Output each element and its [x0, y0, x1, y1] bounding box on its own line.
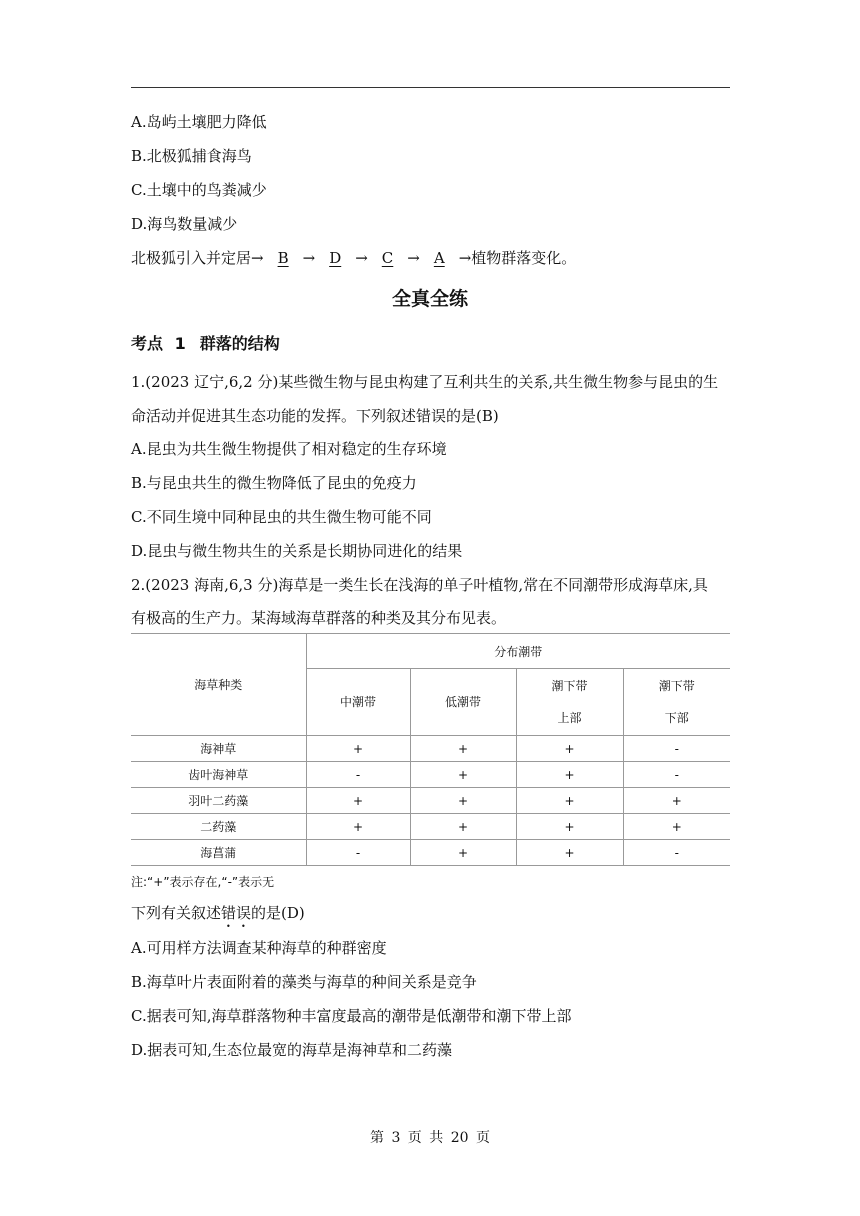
chain-prefix: 北极狐引入并定居→: [131, 249, 264, 267]
presence-cell: +: [306, 788, 410, 814]
q2-stem-before: 下列有关叙述: [131, 904, 222, 922]
presence-cell: +: [623, 814, 730, 840]
presence-cell: +: [516, 840, 623, 866]
zone-header: 潮下带 下部: [623, 669, 730, 736]
q2-stem-line2: 有极高的生产力。某海域海草群落的种类及其分布见表。: [131, 609, 507, 627]
zone-header: 潮下带 上部: [516, 669, 623, 736]
chain-blank-3: C: [381, 249, 394, 267]
presence-cell: -: [306, 840, 410, 866]
chain-blank-1: B: [277, 249, 289, 267]
presence-cell: -: [623, 840, 730, 866]
table-row: [131, 814, 730, 840]
presence-cell: +: [516, 788, 623, 814]
table-row: [131, 788, 730, 814]
species-header: 海草种类: [131, 634, 306, 736]
presence-cell: +: [410, 762, 516, 788]
chain-blank-2: D: [329, 249, 342, 267]
q2-option-a: A.可用样方法调查某种海草的种群密度: [131, 939, 387, 957]
q2-option-b: B.海草叶片表面附着的藻类与海草的种间关系是竞争: [131, 973, 477, 991]
q2-option-c: C.据表可知,海草群落物种丰富度最高的潮带是低潮带和潮下带上部: [131, 1007, 572, 1025]
presence-cell: +: [306, 814, 410, 840]
q1-option-b: B.与昆虫共生的微生物降低了昆虫的免疫力: [131, 474, 417, 492]
presence-cell: +: [306, 736, 410, 762]
option-c-top: C.土壤中的鸟粪减少: [131, 181, 267, 199]
species-name: 二药藻: [131, 814, 306, 840]
presence-cell: +: [410, 736, 516, 762]
zone-header: 低潮带: [410, 669, 516, 736]
q2-stem-emphasis: 错误: [221, 904, 252, 922]
kaodian-label: 考点 1: [131, 334, 186, 353]
q1-stem-line1: 1.(2023 辽宁,6,2 分)某些微生物与昆虫构建了互利共生的关系,共生微生物参与昆虫的生: [131, 373, 719, 391]
presence-cell: +: [623, 788, 730, 814]
table-row: [131, 840, 730, 866]
table-header-row: [131, 634, 730, 669]
chain-blank-4: A: [433, 249, 445, 267]
presence-cell: +: [516, 736, 623, 762]
section-title: 全真全练: [391, 288, 468, 310]
chain-arrow: →: [302, 249, 316, 267]
table-row: [131, 762, 730, 788]
species-name: 海菖蒲: [131, 840, 306, 866]
causal-chain: [131, 248, 576, 268]
chain-arrow: →: [355, 249, 368, 267]
q1-option-a: A.昆虫为共生微生物提供了相对稳定的生存环境: [131, 440, 447, 458]
q2-stem-line1: 2.(2023 海南,6,3 分)海草是一类生长在浅海的单子叶植物,常在不同潮带形成海草床,具: [131, 576, 708, 594]
seagrass-table: [131, 633, 730, 866]
chain-arrow: →: [407, 249, 420, 267]
presence-cell: +: [516, 762, 623, 788]
presence-cell: +: [410, 814, 516, 840]
presence-cell: -: [306, 762, 410, 788]
species-name: 海神草: [131, 736, 306, 762]
presence-cell: -: [623, 762, 730, 788]
option-d-top: D.海鸟数量减少: [131, 215, 238, 233]
presence-cell: +: [516, 814, 623, 840]
q2-stem-after: 的是(D): [251, 904, 305, 922]
q1-option-c: C.不同生境中同种昆虫的共生微生物可能不同: [131, 508, 432, 526]
option-a-top: A.岛屿土壤肥力降低: [131, 113, 267, 131]
header-rule: [131, 87, 730, 88]
zone-header: 中潮带: [306, 669, 410, 736]
species-name: 齿叶海神草: [131, 762, 306, 788]
q2-question: [131, 903, 305, 931]
species-name: 羽叶二药藻: [131, 788, 306, 814]
kaodian-title: 群落的结构: [199, 334, 280, 353]
zone-group-header: 分布潮带: [306, 634, 730, 669]
presence-cell: +: [410, 788, 516, 814]
page-footer: 第 3 页 共 20 页: [370, 1130, 490, 1146]
presence-cell: +: [410, 840, 516, 866]
q1-option-d: D.昆虫与微生物共生的关系是长期协同进化的结果: [131, 542, 463, 560]
presence-cell: -: [623, 736, 730, 762]
kaodian-heading: [131, 331, 280, 354]
table-note: 注:“+”表示存在,“-”表示无: [131, 875, 275, 889]
q1-stem-line2: 命活动并促进其生态功能的发挥。下列叙述错误的是(B): [131, 407, 499, 425]
chain-suffix: →植物群落变化。: [458, 249, 577, 267]
option-b-top: B.北极狐捕食海鸟: [131, 147, 252, 165]
table-row: [131, 736, 730, 762]
q2-option-d: D.据表可知,生态位最宽的海草是海神草和二药藻: [131, 1041, 453, 1059]
